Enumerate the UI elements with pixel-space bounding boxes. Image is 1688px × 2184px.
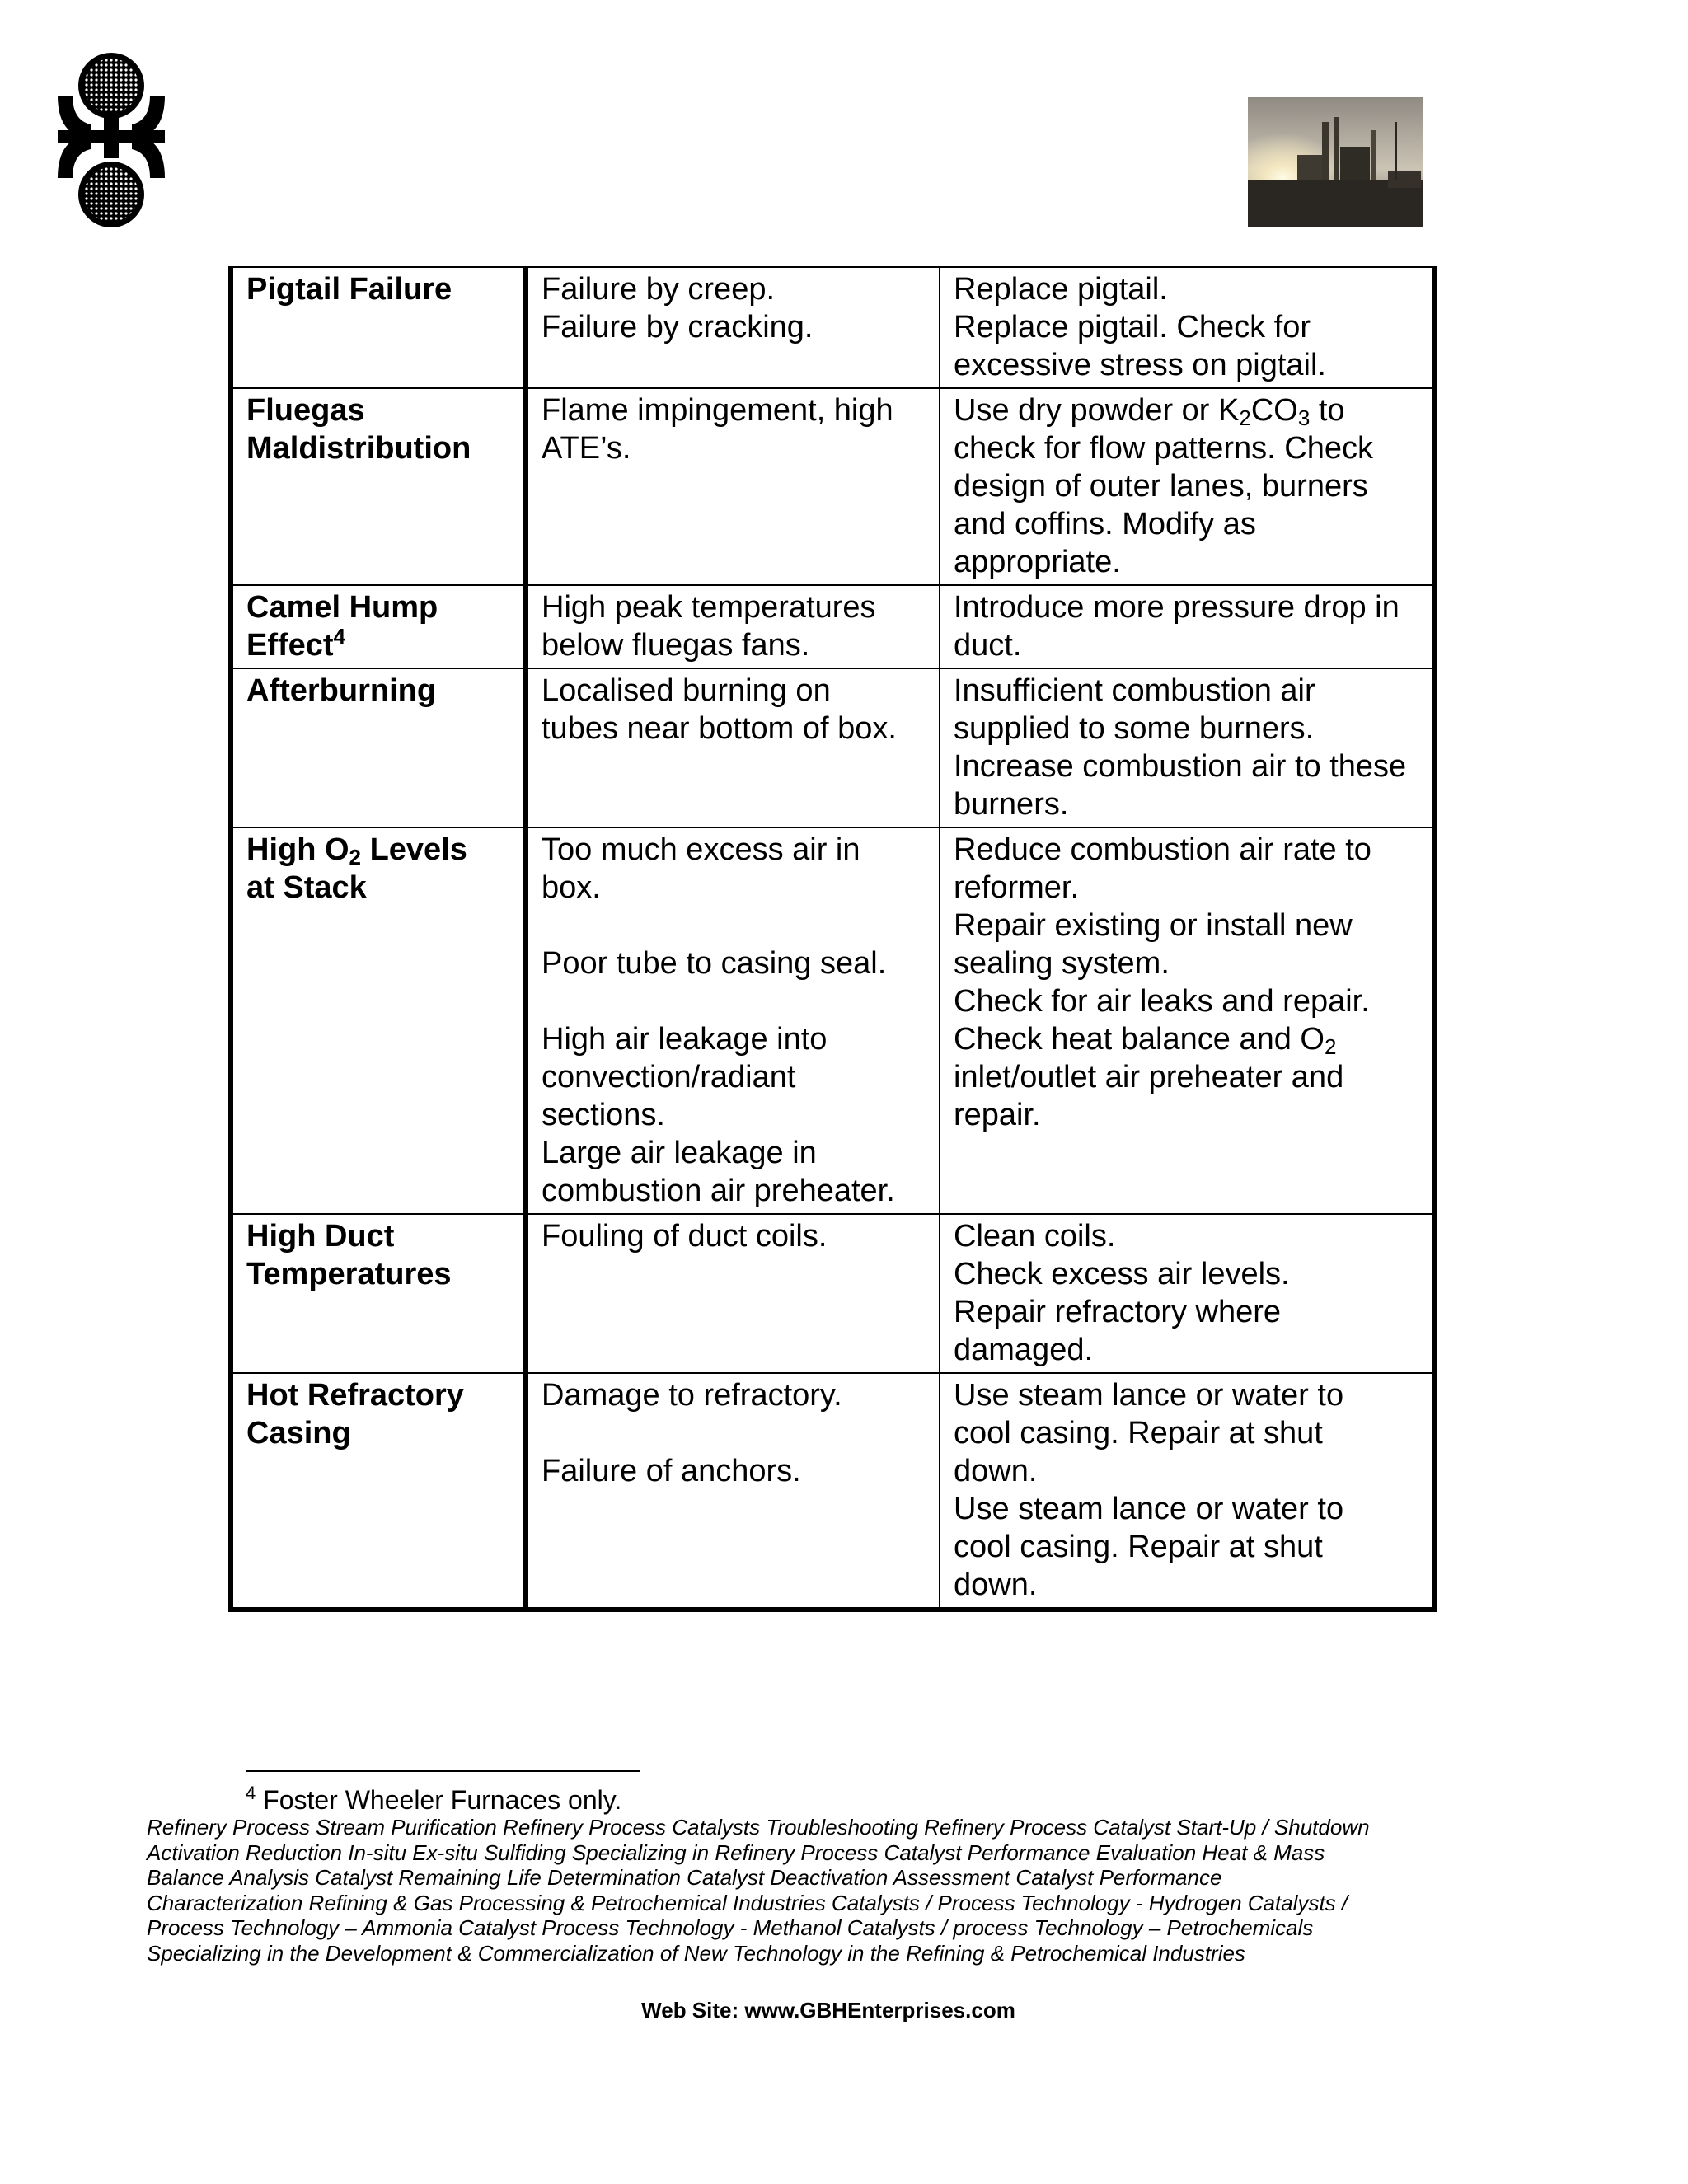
problem-cell: Hot Refractory Casing: [231, 1373, 526, 1610]
table-row: [231, 668, 1434, 827]
table-row: [231, 585, 1434, 668]
problem-cell: Afterburning: [231, 668, 526, 827]
refinery-photo: [1248, 97, 1423, 227]
footnote: $^4$ Foster Wheeler Furnaces only.: [246, 1783, 622, 1815]
footnote-divider: [246, 1770, 640, 1772]
footnote-ref: 4: [333, 624, 346, 649]
services-tagline: Refinery Process Stream Purification Refinery Process Catalysts Troubleshooting Refinery Process Catalyst Start-Up / Shutdown Activation Reduction In-situ Ex-situ Sulfiding Specializing in Refinery Process Catalyst Performance Evaluation Heat & Mass Balance Analysis Catalyst Remaining Life Determination Catalyst Deactivation Assessment Catalyst Performance Characterization Refining & Gas Processing & Petrochemical Industries Catalysts / Process Technology - Hydrogen Catalysts / Process Technology – Ammonia Catalyst Process Technology - Methanol Catalysts / process Technology – Petrochemicals Specializing in the Development & Commercialization of New Technology in the Refining & Petrochemical Industries: [147, 1815, 1370, 1966]
company-logo-icon: [49, 38, 173, 236]
solution-cell: Clean coils. Check excess air levels. Repair refractory where damaged.: [940, 1214, 1434, 1373]
table-row: [231, 1373, 1434, 1610]
problem-cell: Camel Hump Effect$^4$: [231, 585, 526, 668]
cause-cell: Damage to refractory. Failure of anchors.: [526, 1373, 940, 1610]
problem-cell: Pigtail Failure: [231, 267, 526, 388]
table-row: [231, 827, 1434, 1214]
cause-cell: Fouling of duct coils.: [526, 1214, 940, 1373]
cause-cell: High peak temperatures below fluegas fans.: [526, 585, 940, 668]
solution-cell: Replace pigtail. Replace pigtail. Check for excessive stress on pigtail.: [940, 267, 1434, 388]
troubleshooting-table: [228, 266, 1437, 1612]
solution-cell: Use steam lance or water to cool casing. Repair at shut down. Use steam lance or water to cool casing. Repair at shut down.: [940, 1373, 1434, 1610]
solution-cell: Introduce more pressure drop in duct.: [940, 585, 1434, 668]
problem-cell: Fluegas Maldistribution: [231, 388, 526, 585]
solution-cell: Insufficient combustion air supplied to some burners. Increase combustion air to these burners.: [940, 668, 1434, 827]
table-row: [231, 267, 1434, 388]
table-row: [231, 388, 1434, 585]
website-url: Web Site: www.GBHEnterprises.com: [641, 1998, 1015, 2022]
solution-cell: Use dry powder or $K_2CO_3$ to check for flow patterns. Check design of outer lanes, burners and coffins. Modify as appropriate.: [940, 388, 1434, 585]
cause-cell: Localised burning on tubes near bottom of box.: [526, 668, 940, 827]
cause-cell: Failure by creep. Failure by cracking.: [526, 267, 940, 388]
cause-cell: Flame impingement, high ATE’s.: [526, 388, 940, 585]
problem-cell: High $O_2$ Levels at Stack: [231, 827, 526, 1214]
solution-cell: Reduce combustion air rate to reformer. Repair existing or install new sealing system. Check for air leaks and repair. Check heat balance and $O_2$ inlet/outlet air preheater and repair.: [940, 827, 1434, 1214]
cause-cell: Too much excess air in box. Poor tube to casing seal. High air leakage into convection/radiant sections. Large air leakage in combustion air preheater.: [526, 827, 940, 1214]
problem-cell: High Duct Temperatures: [231, 1214, 526, 1373]
table-row: [231, 1214, 1434, 1373]
